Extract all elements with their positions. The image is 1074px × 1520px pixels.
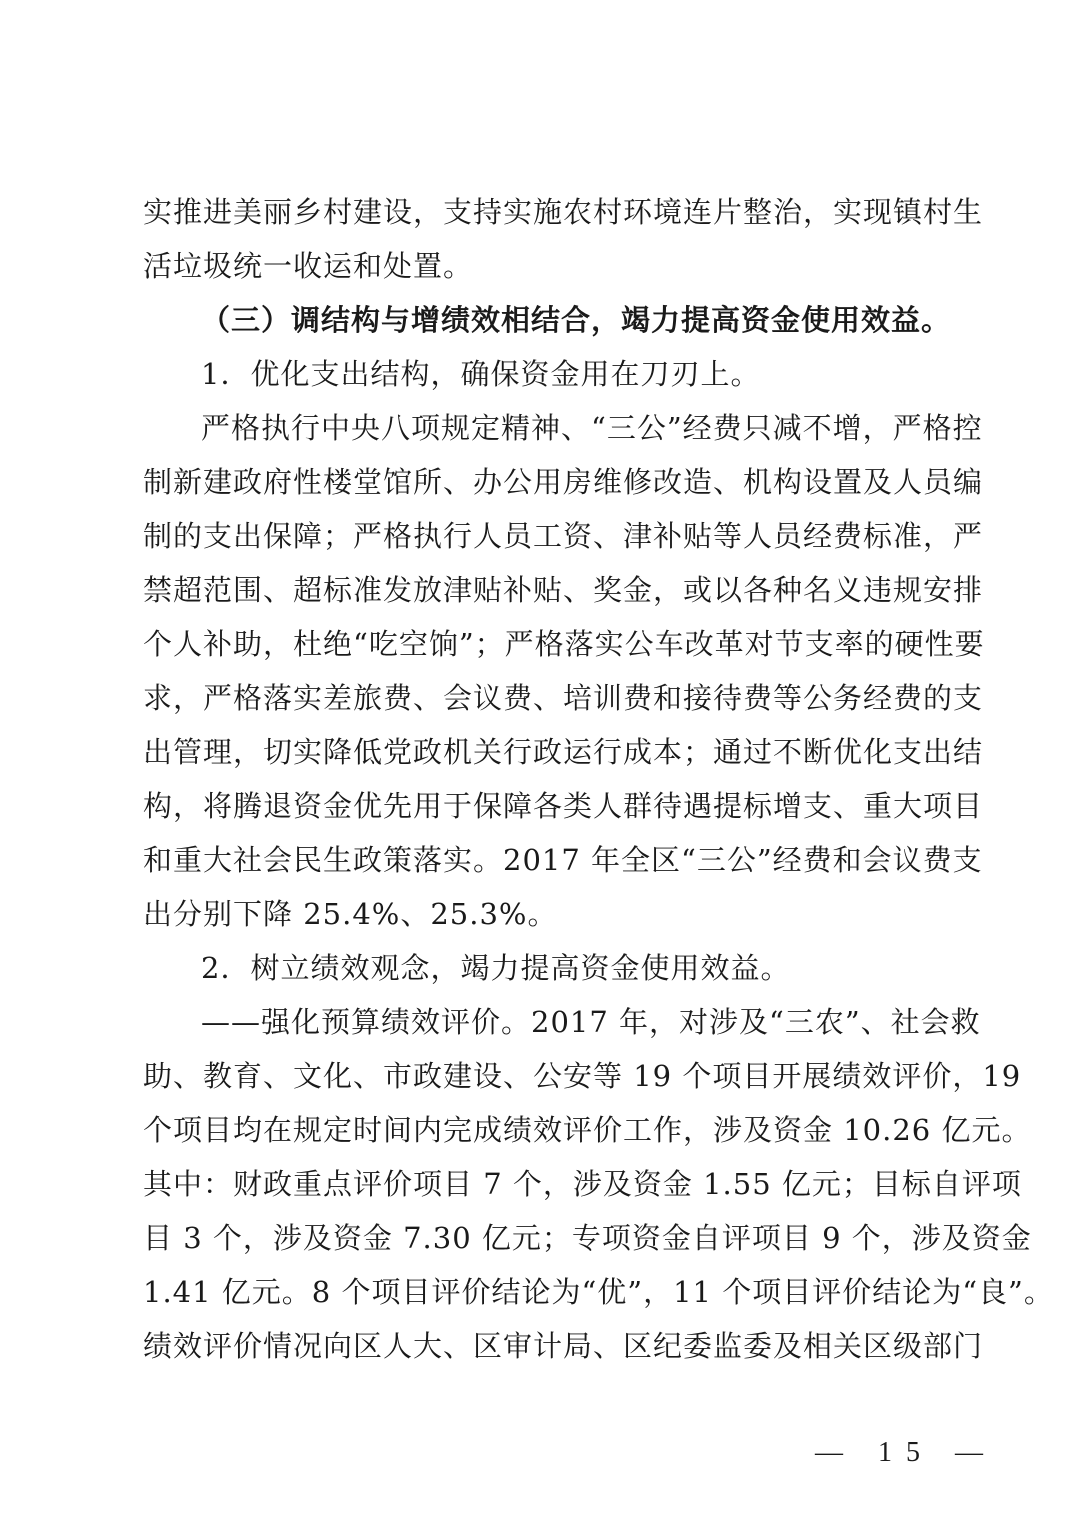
text-line: 目 3 个，涉及资金 7.30 亿元；专项资金自评项目 9 个，涉及资金 [143,1221,1032,1255]
text-line: 出管理，切实降低党政机关行政运行成本；通过不断优化支出结 [143,735,984,769]
text-line: 活垃圾统一收运和处置。 [143,249,474,283]
subsection-heading: 1．优化支出结构，确保资金用在刀刃上。 [201,357,761,391]
text-line: 制新建政府性楼堂馆所、办公用房维修改造、机构设置及人员编 [143,465,984,499]
text-line: 禁超范围、超标准发放津贴补贴、奖金，或以各种名义违规安排 [143,573,984,607]
text-line: 1.41 亿元。8 个项目评价结论为“优”，11 个项目评价结论为“良”。 [143,1275,1054,1309]
text-line: 求，严格落实差旅费、会议费、培训费和接待费等公务经费的支 [143,681,984,715]
subsection-heading: 2．树立绩效观念，竭力提高资金使用效益。 [201,951,791,985]
body-text [143,185,1054,1373]
text-line: 个项目均在规定时间内完成绩效评价工作，涉及资金 10.26 亿元。 [143,1113,1032,1147]
text-line: 其中：财政重点评价项目 7 个，涉及资金 1.55 亿元；目标自评项 [143,1167,1022,1201]
text-line: 出分别下降 25.4%、25.3%。 [143,897,558,931]
text-line: 实推进美丽乡村建设，支持实施农村环境连片整治，实现镇村生 [143,195,984,229]
text-line: 绩效评价情况向区人大、区审计局、区纪委监委及相关区级部门 [143,1329,984,1363]
text-line: 构，将腾退资金优先用于保障各类人群待遇提标增支、重大项目 [143,789,984,823]
text-line: ——强化预算绩效评价。2017 年，对涉及“三农”、社会救 [201,1005,981,1039]
page-number: — 15 — [815,1437,997,1468]
section-heading: （三）调结构与增绩效相结合，竭力提高资金使用效益。 [201,303,952,337]
text-line: 个人补助，杜绝“吃空饷”；严格落实公车改革对节支率的硬性要 [143,627,985,661]
text-line: 制的支出保障；严格执行人员工资、津补贴等人员经费标准，严 [143,519,984,553]
text-line: 和重大社会民生政策落实。2017 年全区“三公”经费和会议费支 [143,843,983,877]
text-line: 严格执行中央八项规定精神、“三公”经费只减不增，严格控 [201,411,983,445]
text-line: 助、教育、文化、市政建设、公安等 19 个项目开展绩效评价，19 [143,1059,1022,1093]
